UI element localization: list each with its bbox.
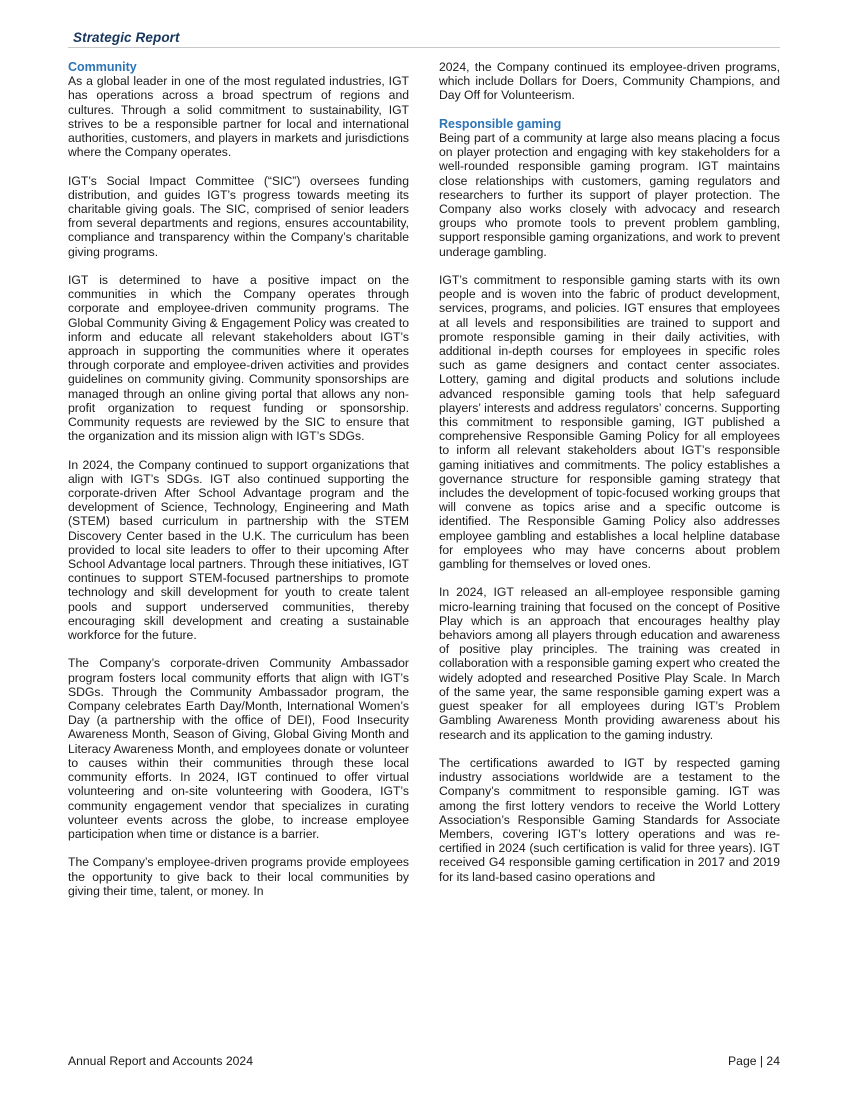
paragraph: Being part of a community at large also means placing a focus on player protection and engaging with key stakeholders for a well-rounded responsible gaming program. IGT maintains close relationships with customers, gaming regulators and researchers to further its support of player protection. The Company also works closely with advocacy and research groups who promote tools to prevent problem gambling, support responsible gaming organizations, and work to prevent underage gambling.: [439, 131, 780, 259]
paragraph: In 2024, the Company continued to support organizations that align with IGT’s SDGs. IGT also continued supporting the corporate-driven After School Advantage program and the development of Science, Technology, Engineering and Math (STEM) based curriculum in partnership with the STEM Discovery Center based in the U.K. The curriculum has been provided to local site leaders to offer to their upcoming After School Advantage local partners. Through these initiatives, IGT continues to support STEM-focused partnerships to promote technology and skill development for youth to create talent pools and support underserved communities, thereby encouraging skill development and creating a sustainable workforce for the future.: [68, 457, 409, 643]
paragraph: The Company’s employee-driven programs provide employees the opportunity to give back to their local communities by giving their time, talent, or money. In: [68, 855, 409, 898]
section-title: Strategic Report: [73, 30, 180, 45]
report-name: Annual Report and Accounts 2024: [68, 1054, 253, 1068]
page-header: [68, 30, 780, 48]
right-column: [439, 60, 780, 898]
paragraph: IGT’s Social Impact Committee (“SIC”) oversees funding distribution, and guides IGT’s progress towards meeting its charitable giving goals. The SIC, comprised of senior leaders from several departments and regions, ensures accountability, compliance and transparency within the Company’s charitable giving programs.: [68, 173, 409, 259]
paragraph: The Company’s corporate-driven Community Ambassador program fosters local community efforts that align with IGT’s SDGs. Through the Community Ambassador program, the Company celebrates Earth Day/Month, International Women’s Day (a partnership with the office of DEI), Food Insecurity Awareness Month, Season of Giving, Global Giving Month and Literacy Awareness Month, and employees donate or volunteer to causes within their communities through these local community efforts. In 2024, IGT continued to offer virtual volunteering and on-site volunteering with Goodera, IGT’s community engagement vendor that specializes in curating volunteer events across the globe, to increase employee participation when time or distance is a barrier.: [68, 656, 409, 841]
responsible-gaming-heading: Responsible gaming: [439, 116, 562, 131]
paragraph: IGT’s commitment to responsible gaming starts with its own people and is woven into the fabric of product development, services, programs, and policies. IGT ensures that employees at all levels and responsibilities are trained to support and promote responsible gaming in their daily activities, with additional in-depth courses for employees in specific roles such as game designers and contact center associates. Lottery, gaming and digital products and solutions include advanced responsible gaming tools that help safeguard players’ interests and address regulators’ concerns. Supporting this commitment to responsible gaming, IGT published a comprehensive Responsible Gaming Policy for all employees to inform all relevant stakeholders about IGT’s responsible gaming initiatives and commitments. The policy establishes a governance structure for responsible gaming strategy that includes the development of topic-focused working groups that will convene as topics arise and a specific outcome is identified. The Responsible Gaming Policy also addresses employee gambling and establishes a local helpline database for employees who may have concerns about problem gambling for themselves or loved ones.: [439, 273, 780, 572]
community-heading: Community: [68, 60, 137, 74]
paragraph: The certifications awarded to IGT by respected gaming industry associations worldwide are a testament to the Company’s commitment to responsible gaming. IGT was among the first lottery vendors to receive the World Lottery Association’s Responsible Gaming Standards for Associate Members, covering IGT’s lottery operations and was re-certified in 2024 (such certification is valid for three years). IGT received G4 responsible gaming certification in 2017 and 2019 for its land-based casino operations and: [439, 755, 780, 884]
paragraph: In 2024, IGT released an all-employee responsible gaming micro-learning training that focused on the concept of Positive Play which is an approach that encourages healthy play behaviors among all players through education and awareness of positive play principles. The training was created in collaboration with a responsible gaming expert who created the widely adopted and researched Positive Play Scale. In March of the same year, the same responsible gaming expert was a guest speaker for all employees during IGT’s Problem Gambling Awareness Month providing awareness about his research and its application to the gaming industry.: [439, 585, 780, 742]
page-number: Page | 24: [728, 1054, 780, 1068]
paragraph-continuation: 2024, the Company continued its employee-driven programs, which include Dollars for Doers, Community Champions, and Day Off for Volunteerism.: [439, 60, 780, 103]
left-column: [68, 60, 409, 912]
paragraph: IGT is determined to have a positive impact on the communities in which the Company operates through corporate and employee-driven community programs. The Global Community Giving & Engagement Policy was created to inform and educate all relevant stakeholders about IGT’s approach in supporting the communities where it operates through corporate and employee-driven activities and provides guidelines on community giving. Community sponsorships are managed through an online giving portal that allows any non-profit organization to request funding or sponsorship. Community requests are reviewed by the SIC to ensure that the organization and its mission align with IGT’s SDGs.: [68, 273, 409, 444]
paragraph: As a global leader in one of the most regulated industries, IGT has operations across a broad spectrum of regions and cultures. Through a solid commitment to sustainability, IGT strives to be a responsible partner for local and international authorities, customers, and players in markets and jurisdictions where the Company operates.: [68, 74, 409, 160]
